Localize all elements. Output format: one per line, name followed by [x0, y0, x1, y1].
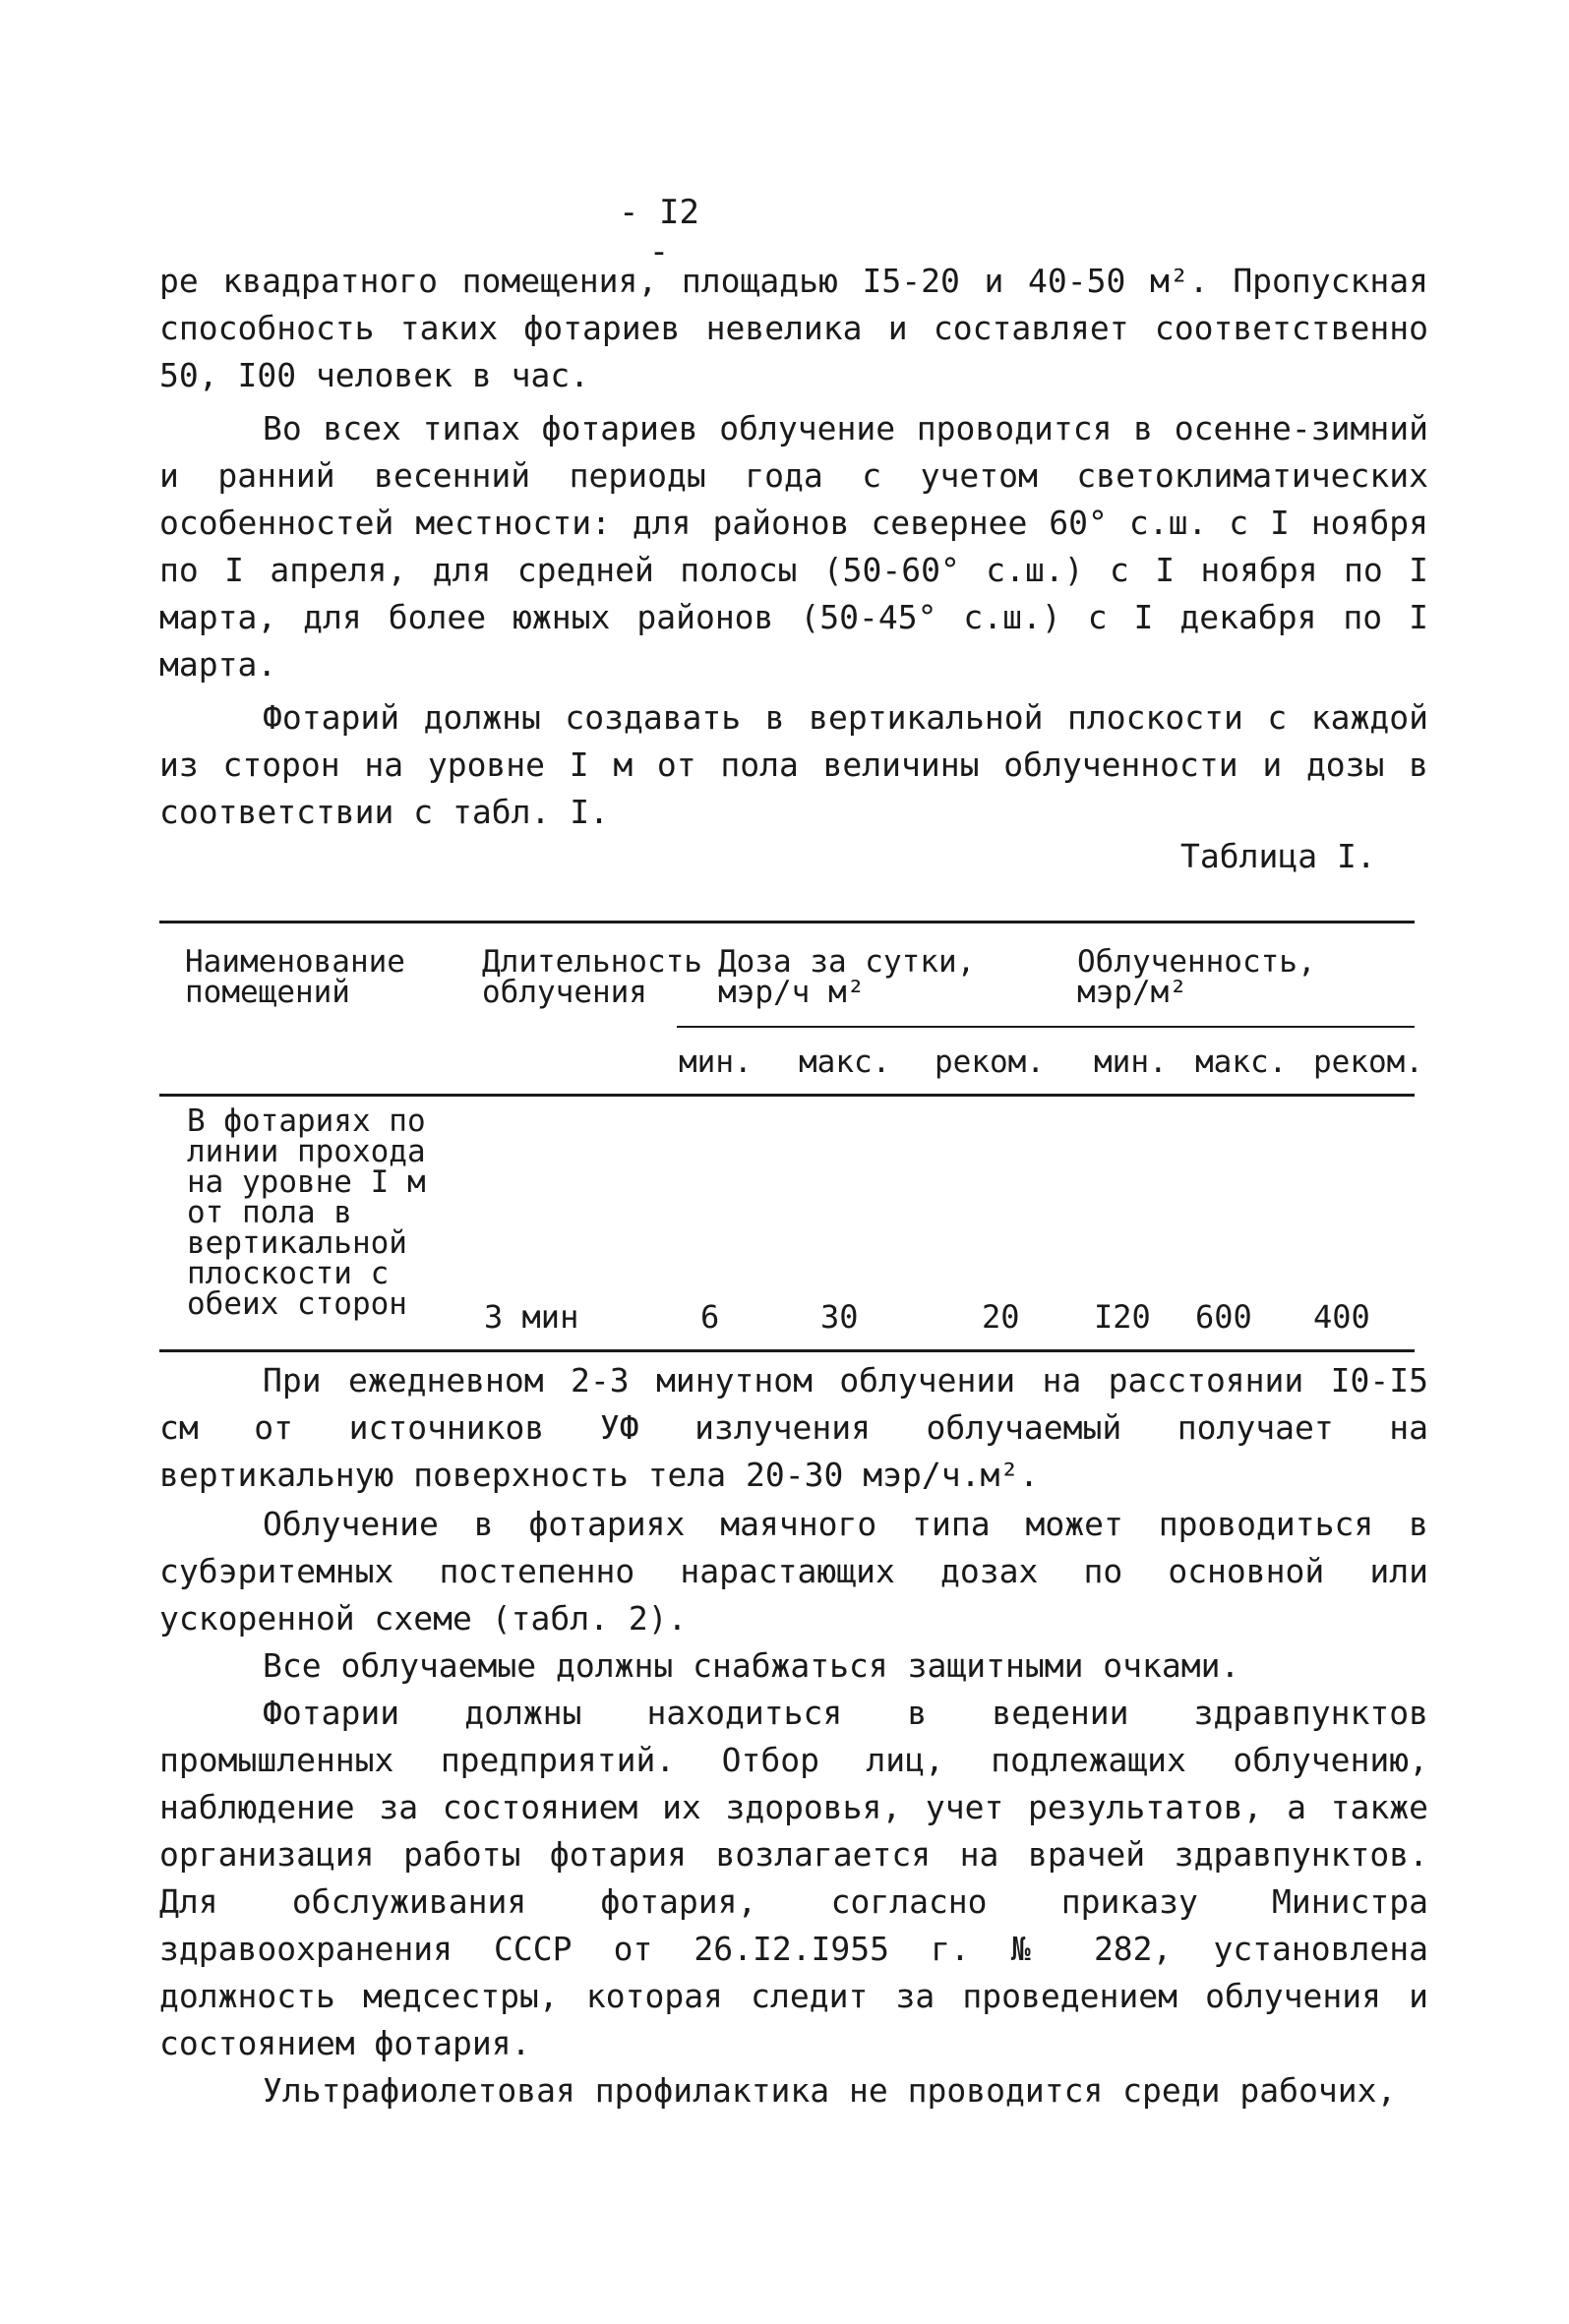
paragraph-7-text: Фотарии должны находиться в ведении здравпунктов промышленных предприятий. Отбор лиц, подлежащих облучению, наблюдение за состоянием их здоровья, учет результатов, а также организация работы фотария возлагается на врачей здравпунктов. Для обслуживания фотария, согласно приказу Министра здравоохранения СССР от 26.I2.I955 г. № 282, установлена должность медсестры, которая следит за проведением облучения и состоянием фотария. — [159, 1694, 1428, 2062]
table-top-rule — [159, 921, 1415, 924]
body-continued — [159, 1501, 1428, 2115]
paragraph-3-text: Фотарий должны создавать в вертикальной плоскости с каждой из сторон на уровне I м от пола величины облученности и дозы в соответствии с табл. I. — [159, 698, 1428, 831]
table-caption: Таблица I. — [1180, 837, 1376, 875]
paragraph-2-text: Во всех типах фотариев облучение проводится в осенне-зимний и ранний весенний периоды года с учетом светоклиматических особенностей местности: для районов севернее 60° с.ш. с I ноября по I апреля, для средней полосы (50-60° с.ш.) с I ноября по I марта, для более южных районов (50-45° с.ш.) с I декабря по I марта. — [159, 409, 1428, 684]
subheader-irr-rec: реком. — [1313, 1044, 1423, 1080]
row-dose-min: 6 — [700, 1298, 720, 1336]
paragraph-4 — [159, 1357, 1428, 1499]
paragraph-4-text: При ежедневном 2-3 минутном облучении на расстоянии I0-I5 см от источников УФ излучения облучаемый получает на вертикальную поверхность тела 20-30 мэр/ч.м². — [159, 1361, 1428, 1494]
row-dose-rec: 20 — [982, 1298, 1020, 1336]
table-bottom-rule — [159, 1349, 1415, 1352]
subheader-dose-rec: реком. — [935, 1044, 1045, 1080]
header-dose: Доза за сутки, мэр/ч м² — [718, 944, 976, 1010]
subheader-dose-min: мин. — [679, 1044, 753, 1080]
page-number: - I2 - — [619, 193, 699, 271]
paragraph-8-text: Ультрафиолетовая профилактика не проводится среди рабочих, — [263, 2071, 1397, 2110]
row-dose-max: 30 — [820, 1298, 859, 1336]
header-bottom-rule — [159, 1094, 1415, 1097]
header-irradiance: Облученность, мэр/м² — [1077, 944, 1316, 1010]
row-duration: 3 мин — [484, 1298, 579, 1336]
paragraph-1-text: ре квадратного помещения, площадью I5-20 и 40-50 м². Пропускная способность таких фотариев невелика и составляет соответственно 50, I00 человек в час. — [159, 262, 1428, 394]
row-irr-max: 600 — [1195, 1298, 1252, 1336]
subheader-irr-max: макс. — [1195, 1044, 1288, 1080]
paragraph-3 — [159, 694, 1428, 836]
paragraph-1 — [159, 258, 1428, 399]
paragraph-6-text: Все облучаемые должны снабжаться защитными очками. — [263, 1646, 1240, 1685]
header-group-rule — [677, 1026, 1415, 1028]
subheader-dose-max: макс. — [799, 1044, 891, 1080]
row-irr-min: I20 — [1094, 1298, 1151, 1336]
header-name: Наименование помещений — [185, 944, 405, 1010]
row-name: В фотариях по линии прохода на уровне I м от пола в вертикальной плоскости с обеих сторон — [187, 1103, 426, 1322]
subheader-irr-min: мин. — [1094, 1044, 1168, 1080]
paragraph-5-text: Облучение в фотариях маячного типа может проводиться в субэритемных постепенно нарастающих дозах по основной или ускоренной схеме (табл. 2). — [159, 1505, 1428, 1638]
row-irr-rec: 400 — [1313, 1298, 1370, 1336]
paragraph-2 — [159, 405, 1428, 688]
header-duration: Длительность облучения — [482, 944, 702, 1010]
